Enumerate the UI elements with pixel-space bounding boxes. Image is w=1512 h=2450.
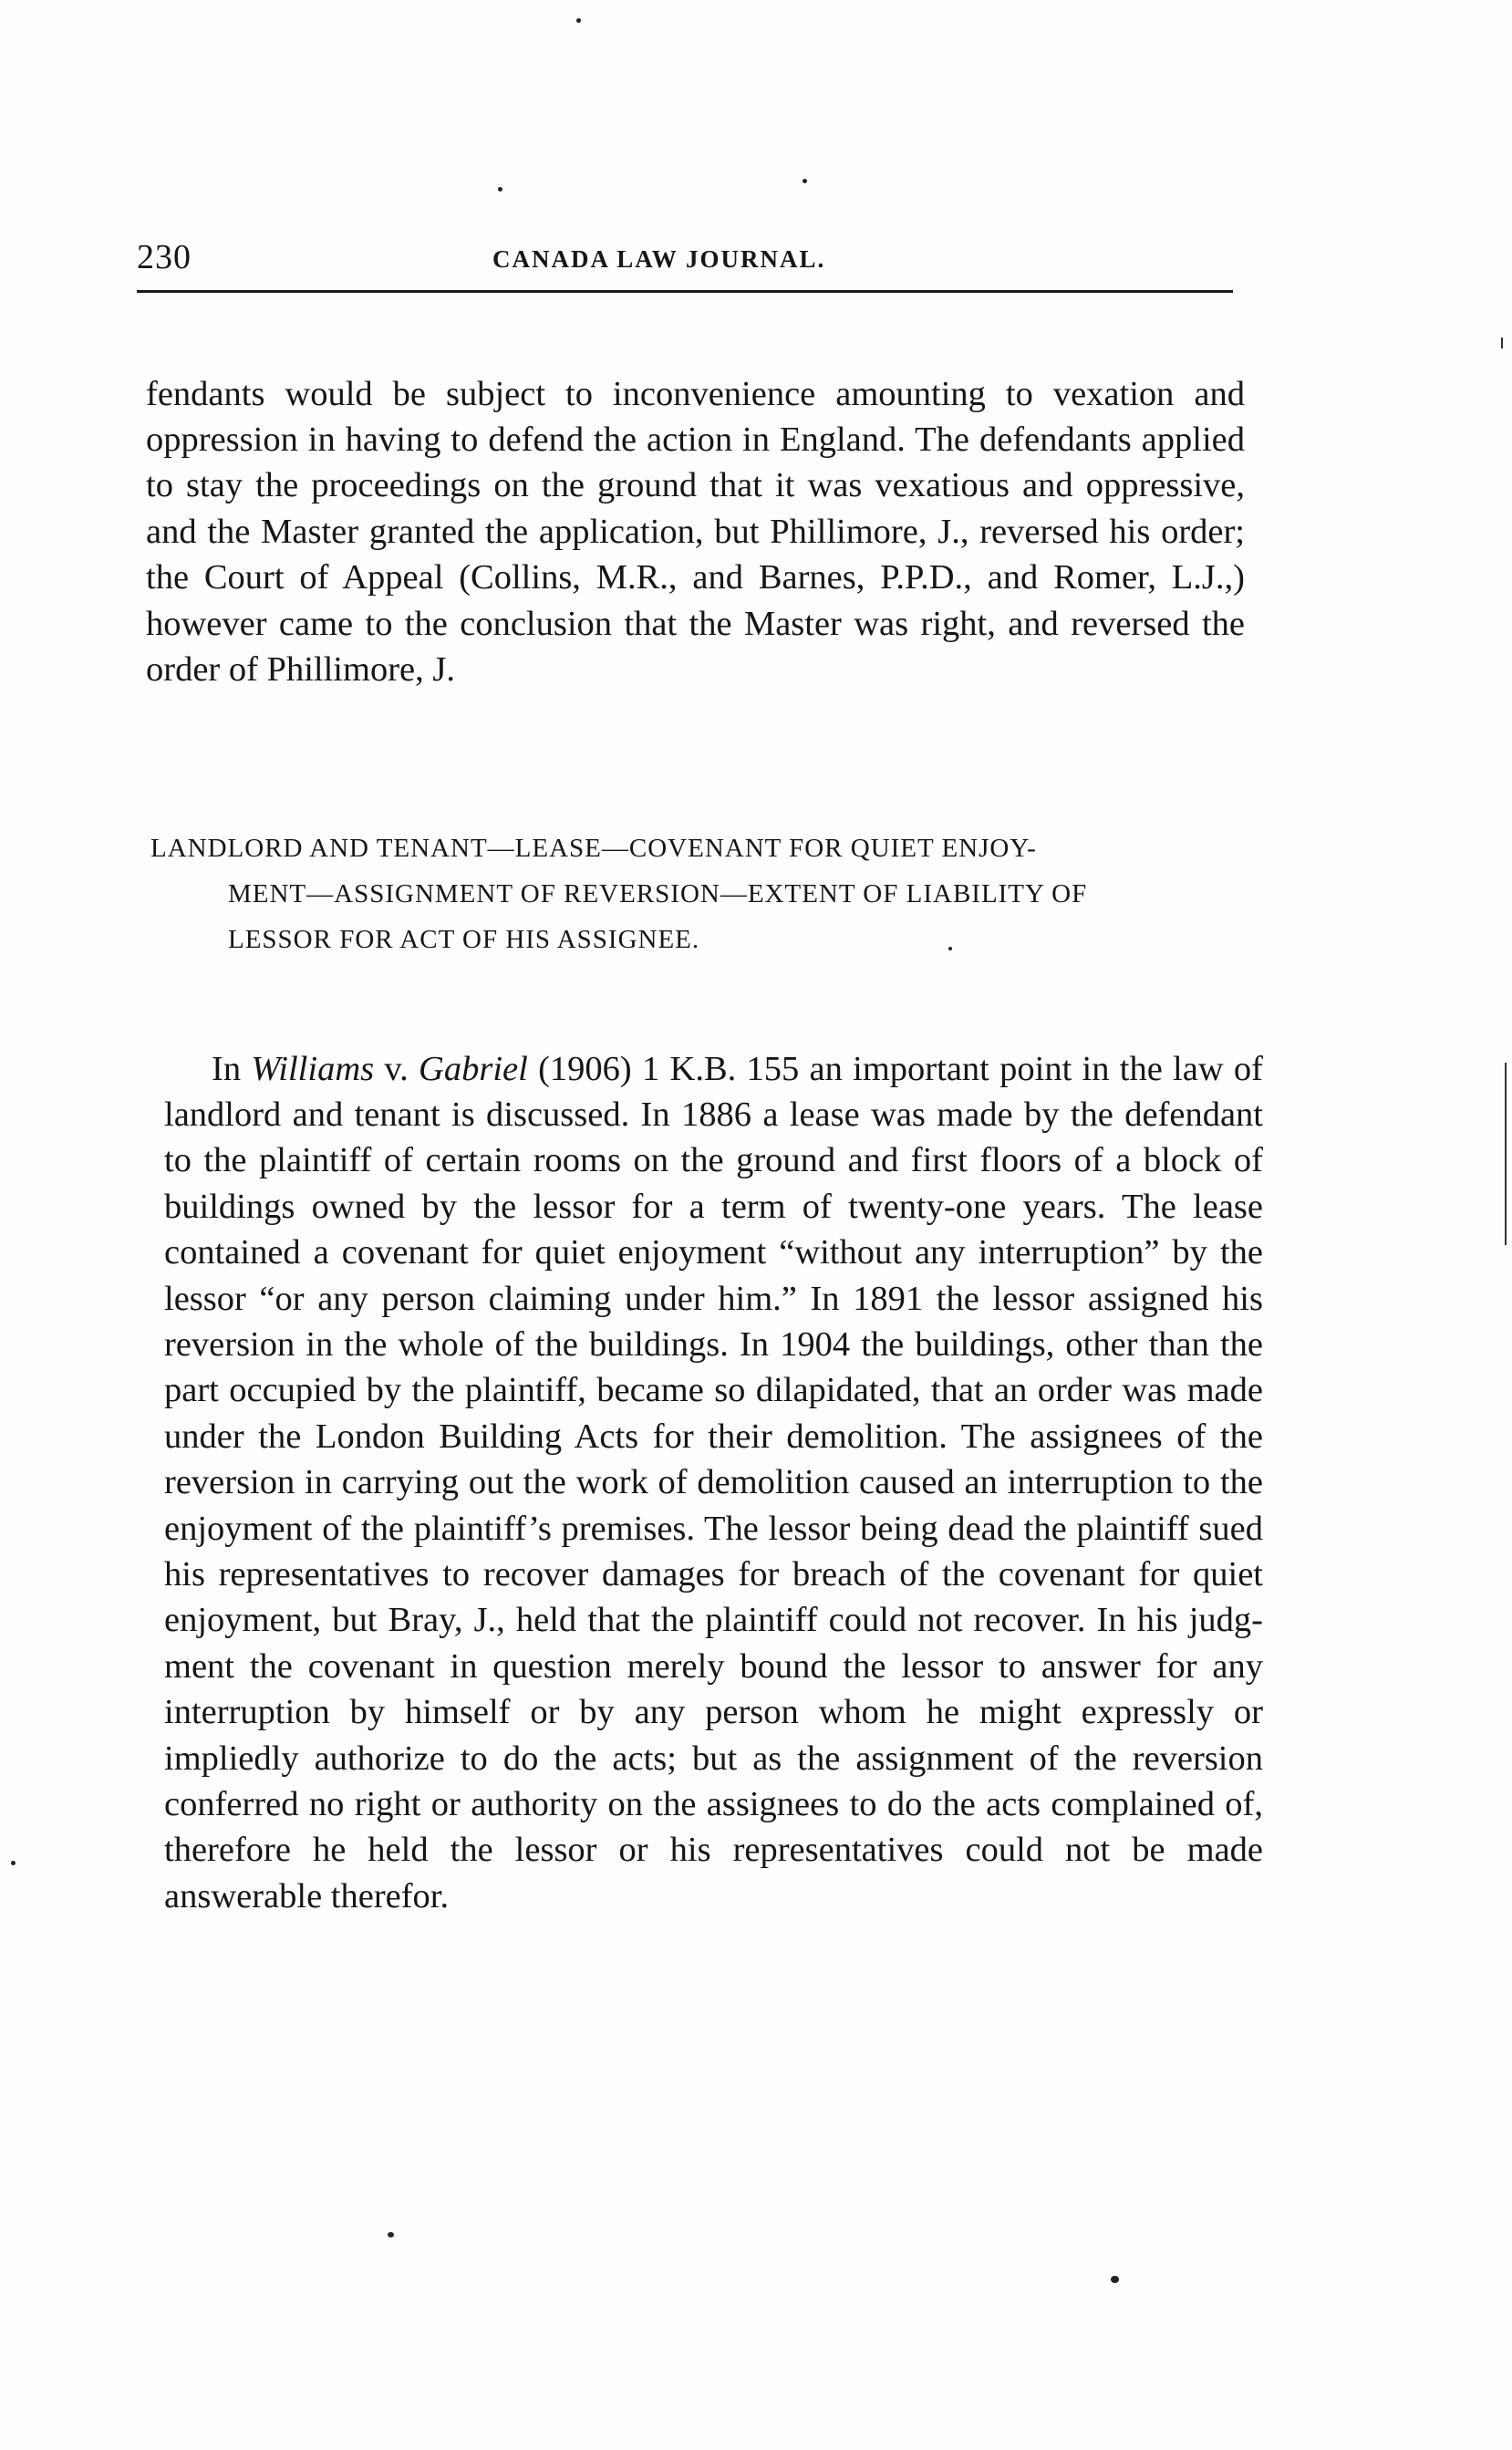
section-heading (150, 825, 1249, 962)
scan-speck (803, 179, 807, 183)
section-heading-line-1: LANDLORD AND TENANT—LEASE—COVENANT FOR QUIET ENJOY- (150, 834, 1037, 863)
paragraph-body: (1906) 1 K.B. 155 an important point in the law of landlord and tenant is discussed. In 1886 a lease was made by the defendant to the plaintiff of certain rooms on the ground and first floors of a block of buildings owned by the lessor for a term of twenty-one years. The lease contained a covenant for quiet enjoyment “without any interruption” by the lessor “or any person claiming under him.” In 1891 the lessor assigned his reversion in the whole of the buildings. In 1904 the buildings, other than the part occupied by the plaintiff, became so dilapidated, that an order was made under the London Building Acts for their demolition. The assignees of the reversion in carrying out the work of demolition caused an interruption to the enjoyment of the plaintiff’s premises. The lessor being dead the plaintiff sued his representatives to recover damages for breach of the covenant for quiet enjoyment, but Bray, J., held that the plaintiff could not recover. In his judgment the covenant in question merely bound the lessor to answer for any interruption by himself or by any person whom he might expressly or impliedly authorize to do the acts; but as the assignment of the reversion conferred no right or authority on the assignees to do the acts complained of, therefore he held the lessor or his representatives could not be made answerable therefor. (164, 1049, 1263, 1915)
scan-speck (1111, 2276, 1119, 2283)
margin-mark (1501, 337, 1503, 348)
case-versus: v. (374, 1049, 419, 1088)
scan-speck (948, 947, 952, 950)
section-heading-line-2: MENT—ASSIGNMENT OF REVERSION—EXTENT OF LIABILITY OF (228, 879, 1088, 908)
page-number: 230 (137, 238, 192, 276)
page-header (137, 230, 1233, 285)
header-rule (137, 290, 1233, 293)
running-title: CANADA LAW JOURNAL. (492, 245, 826, 273)
main-paragraph (164, 1046, 1263, 1920)
continuation-paragraph: fendants would be subject to inconvenience amounting to vexation and oppression in having to defend the action in England. The defendants applied to stay the proceedings on the ground that it was vexatious and oppressive, and the Master granted the application, but Phillimore, J., reversed his order; the Court of Appeal (Collins, M.R., and Barnes, P.P.D., and Romer, L.J.,) however came to the conclusion that the Master was right, and reversed the order of Phillimore, J. (146, 374, 1245, 689)
scan-speck (576, 18, 581, 23)
margin-mark (1505, 1063, 1507, 1245)
scan-speck (11, 1861, 16, 1865)
scan-speck (388, 2232, 394, 2237)
scan-speck (498, 187, 502, 192)
case-name-plaintiff: Williams (251, 1049, 375, 1088)
case-name-defendant: Gabriel (419, 1049, 528, 1088)
section-heading-line-3: LESSOR FOR ACT OF HIS ASSIGNEE. (228, 925, 700, 954)
paragraph-lead: In (212, 1049, 252, 1088)
